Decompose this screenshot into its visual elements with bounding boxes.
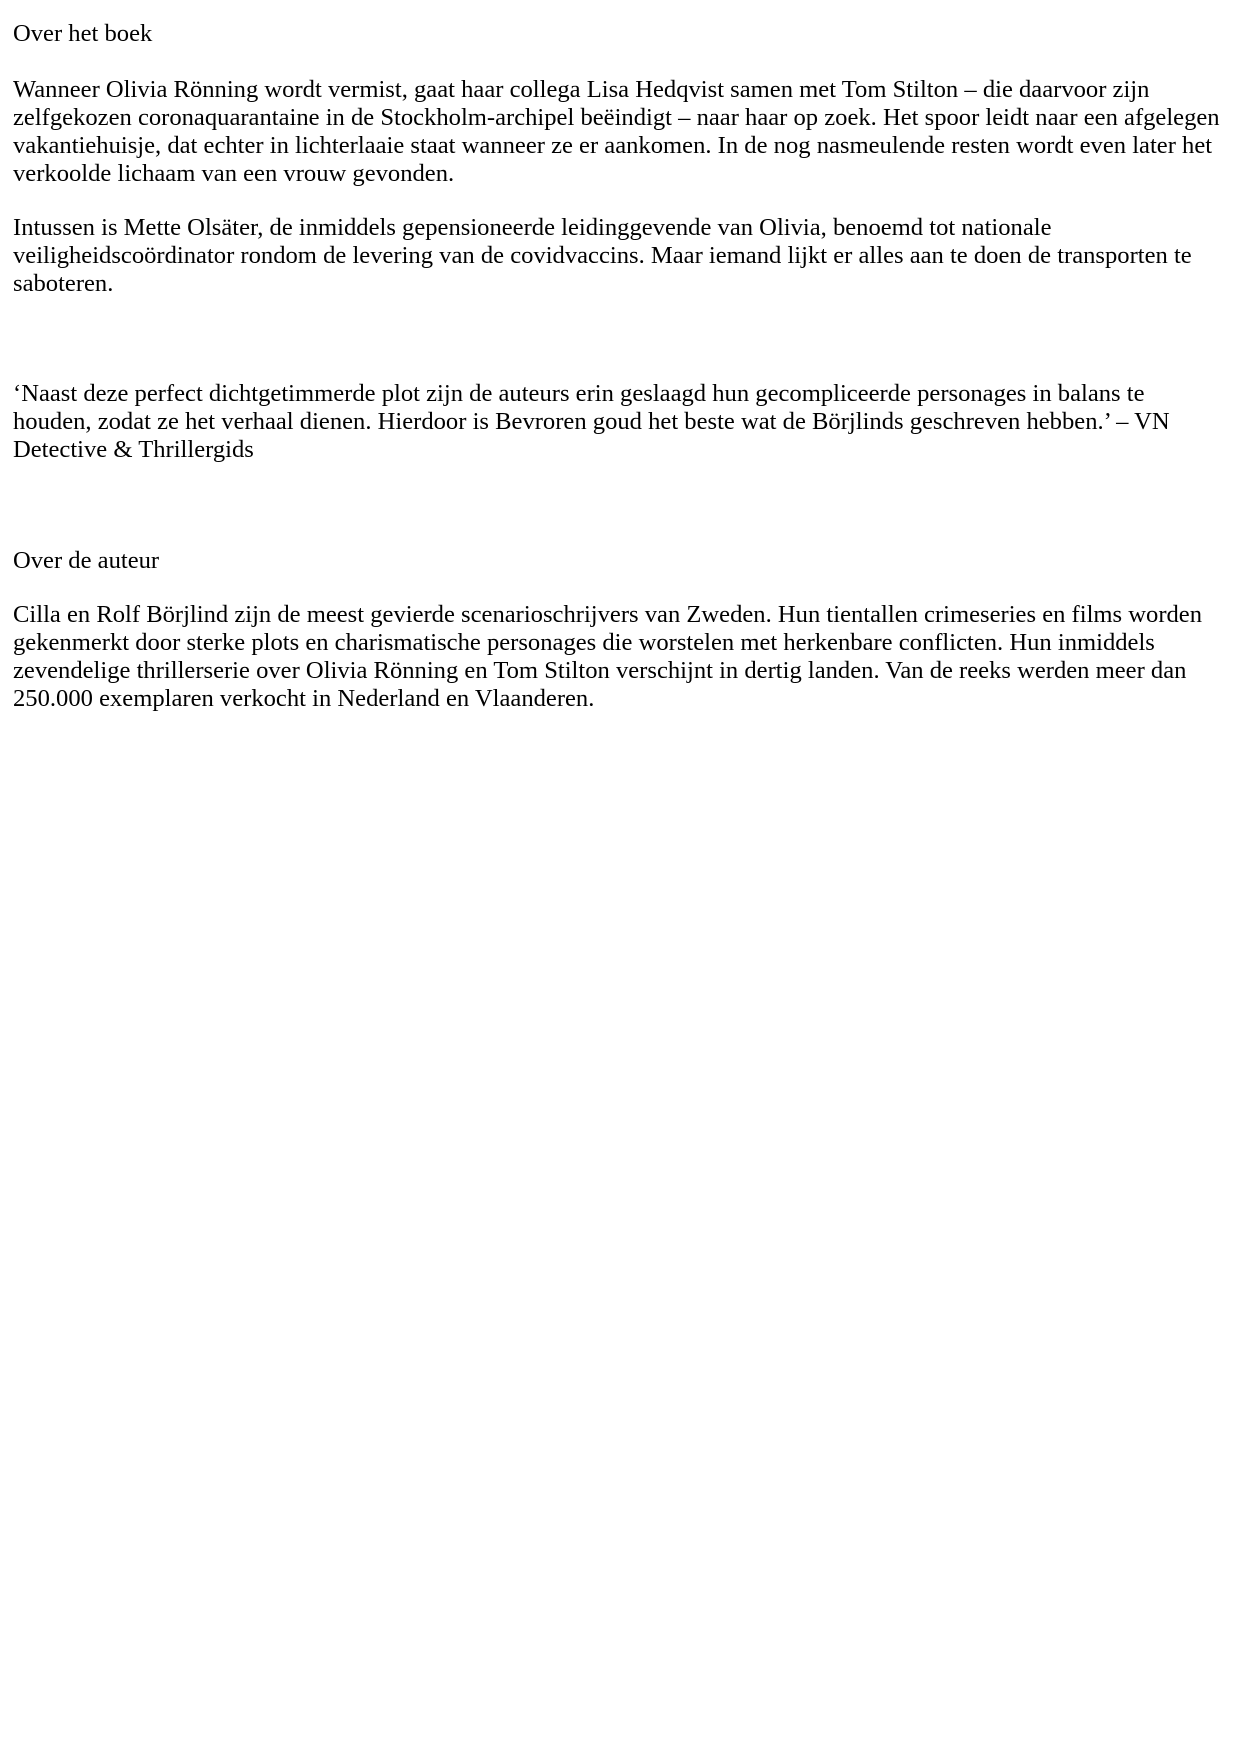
- review-quote: ‘Naast deze perfect dichtgetimmerde plot zijn de auteurs erin geslaagd hun gecompliceerde personages in balans te houden, zodat ze het verhaal dienen. Hierdoor is Bevroren goud het beste wat de Börjlinds geschreven hebben.’ – VN Detective & Thrillergids: [13, 380, 1170, 463]
- section-heading-about-book: Over het boek: [13, 20, 153, 47]
- section-heading-about-author: Over de auteur: [13, 547, 160, 574]
- document-page: [13, 20, 1228, 713]
- author-bio-paragraph: Cilla en Rolf Börjlind zijn de meest gevierde scenarioschrijvers van Zweden. Hun tientallen crimeseries en films worden gekenmerkt door sterke plots en charismatische personages die worstelen met herkenbare conflicten. Hun inmiddels zevendelige thrillerserie over Olivia Rönning en Tom Stilton verschijnt in dertig landen. Van de reeks werden meer dan 250.000 exemplaren verkocht in Nederland en Vlaanderen.: [13, 601, 1203, 712]
- book-summary-paragraph-1: Wanneer Olivia Rönning wordt vermist, gaat haar collega Lisa Hedqvist samen met Tom Stilton – die daarvoor zijn zelfgekozen coronaquarantaine in de Stockholm-archipel beëindigt – naar haar op zoek. Het spoor leidt naar een afgelegen vakantiehuisje, dat echter in lichterlaaie staat wanneer ze er aankomen. In de nog nasmeulende resten wordt even later het verkoolde lichaam van een vrouw gevonden.: [13, 76, 1220, 187]
- book-summary-paragraph-2: Intussen is Mette Olsäter, de inmiddels gepensioneerde leidinggevende van Olivia, benoemd tot nationale veiligheidscoördinator rondom de levering van de covidvaccins. Maar iemand lijkt er alles aan te doen de transporten te saboteren.: [13, 214, 1192, 297]
